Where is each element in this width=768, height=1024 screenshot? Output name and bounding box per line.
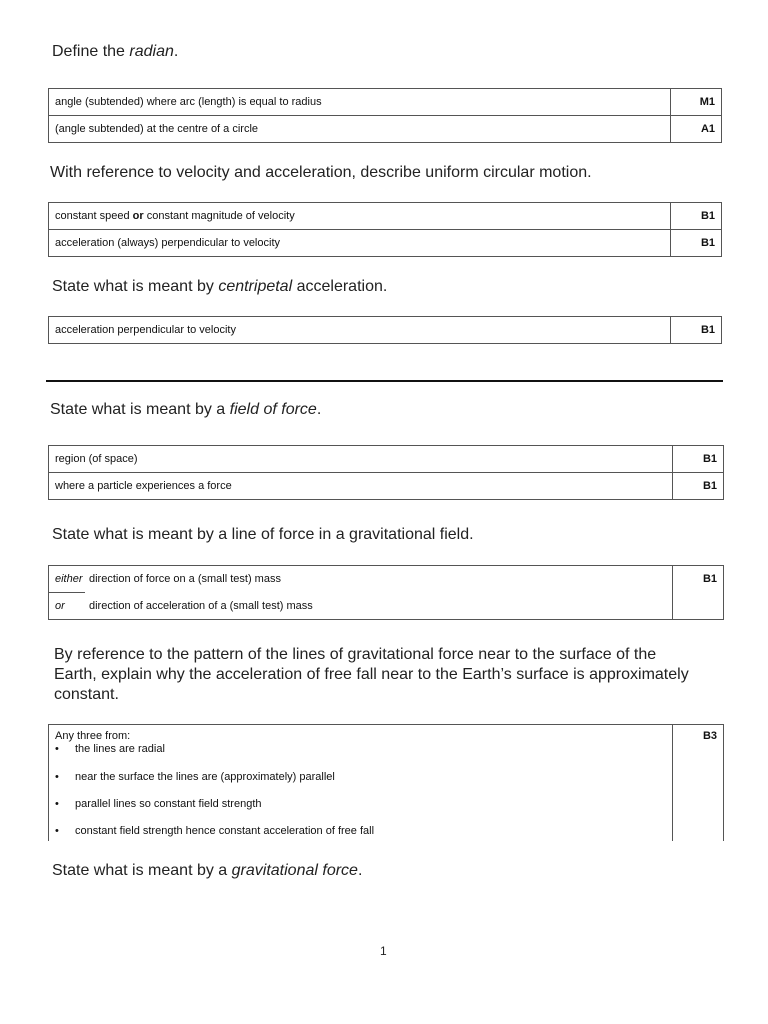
question-text: acceleration.	[292, 278, 388, 295]
mark-scheme-table-field-of-force	[48, 445, 724, 500]
mark-cell: B1	[671, 230, 722, 257]
table-row	[49, 473, 724, 500]
table-row	[49, 593, 724, 620]
question-free-fall-explanation	[54, 645, 724, 705]
table-row	[49, 230, 722, 257]
question-line-of-force: State what is meant by a line of force in a gravitational field.	[52, 526, 474, 543]
answer-prefix: or	[49, 593, 86, 620]
question-text: State what is meant by a	[52, 862, 232, 879]
mark-cell: B1	[671, 317, 722, 344]
answer-lead: Any three from:	[55, 730, 131, 742]
bullet-text: constant field strength hence constant acceleration of free fall	[75, 825, 375, 837]
mark-scheme-table-free-fall	[48, 724, 724, 841]
bullet-text: parallel lines so constant field strength	[75, 798, 262, 810]
question-field-of-force	[50, 400, 321, 420]
answer-cell: angle (subtended) where arc (length) is equal to radius	[49, 89, 671, 116]
table-row	[49, 446, 724, 473]
answer-cell: direction of force on a (small test) mass	[85, 566, 673, 593]
question-text: .	[173, 43, 179, 60]
bullet-text: the lines are radial	[75, 743, 165, 755]
answer-cell: (angle subtended) at the centre of a circle	[49, 116, 671, 143]
question-line: By reference to the pattern of the lines of gravitational force near to the surface of the	[54, 646, 657, 663]
question-emphasis: centripetal	[218, 278, 293, 295]
answer-cell: direction of acceleration of a (small test) mass	[85, 593, 673, 620]
bullet: •	[55, 771, 59, 783]
list-item	[55, 742, 666, 756]
bullet: •	[55, 798, 59, 810]
mark-scheme-table-radian	[48, 88, 722, 143]
question-text: State what is meant by a	[50, 401, 230, 418]
table-row	[49, 725, 724, 842]
question-line: Earth, explain why the acceleration of free fall near to the Earth’s surface is approximately	[54, 666, 689, 683]
mark-cell: M1	[671, 89, 722, 116]
list-item	[55, 783, 666, 810]
question-line: constant.	[54, 686, 119, 703]
question-centripetal-acceleration	[52, 277, 387, 297]
table-row	[49, 89, 722, 116]
answer-cell: where a particle experiences a force	[49, 473, 673, 500]
question-text: Define the	[52, 43, 130, 60]
question-text: .	[357, 862, 363, 879]
list-item	[55, 756, 666, 783]
answer-cell	[49, 725, 673, 842]
question-emphasis: radian	[129, 43, 174, 60]
answer-prefix: either	[49, 566, 86, 593]
mark-cell: B3	[673, 725, 724, 842]
question-text: State what is meant by	[52, 278, 219, 295]
answer-cell: region (of space)	[49, 446, 673, 473]
answer-cell: acceleration perpendicular to velocity	[49, 317, 671, 344]
bullet-text: near the surface the lines are (approximately) parallel	[75, 771, 335, 783]
question-uniform-circular-motion: With reference to velocity and acceleration, describe uniform circular motion.	[50, 164, 592, 181]
question-define-radian	[52, 42, 178, 62]
mark-cell: B1	[673, 473, 724, 500]
table-row	[49, 317, 722, 344]
bullet: •	[55, 743, 59, 755]
mark-scheme-table-circular-motion	[48, 202, 722, 257]
table-row	[49, 116, 722, 143]
section-divider	[46, 380, 723, 382]
question-emphasis: field of force	[229, 401, 317, 418]
answer-cell: constant speed or constant magnitude of velocity	[49, 203, 671, 230]
mark-cell: B1	[673, 446, 724, 473]
mark-cell: B1	[671, 203, 722, 230]
answer-cell: acceleration (always) perpendicular to velocity	[49, 230, 671, 257]
mark-cell: B1	[673, 566, 724, 593]
mark-cell: A1	[671, 116, 722, 143]
mark-scheme-table-line-of-force	[48, 565, 724, 620]
mark-cell	[673, 593, 724, 620]
question-emphasis: gravitational force	[231, 862, 358, 879]
question-gravitational-force	[52, 861, 362, 881]
list-item	[55, 810, 666, 837]
table-row	[49, 203, 722, 230]
question-text: .	[316, 401, 322, 418]
page-number: 1	[380, 944, 387, 958]
mark-scheme-table-centripetal	[48, 316, 722, 344]
bullet: •	[55, 825, 59, 837]
table-row	[49, 566, 724, 593]
